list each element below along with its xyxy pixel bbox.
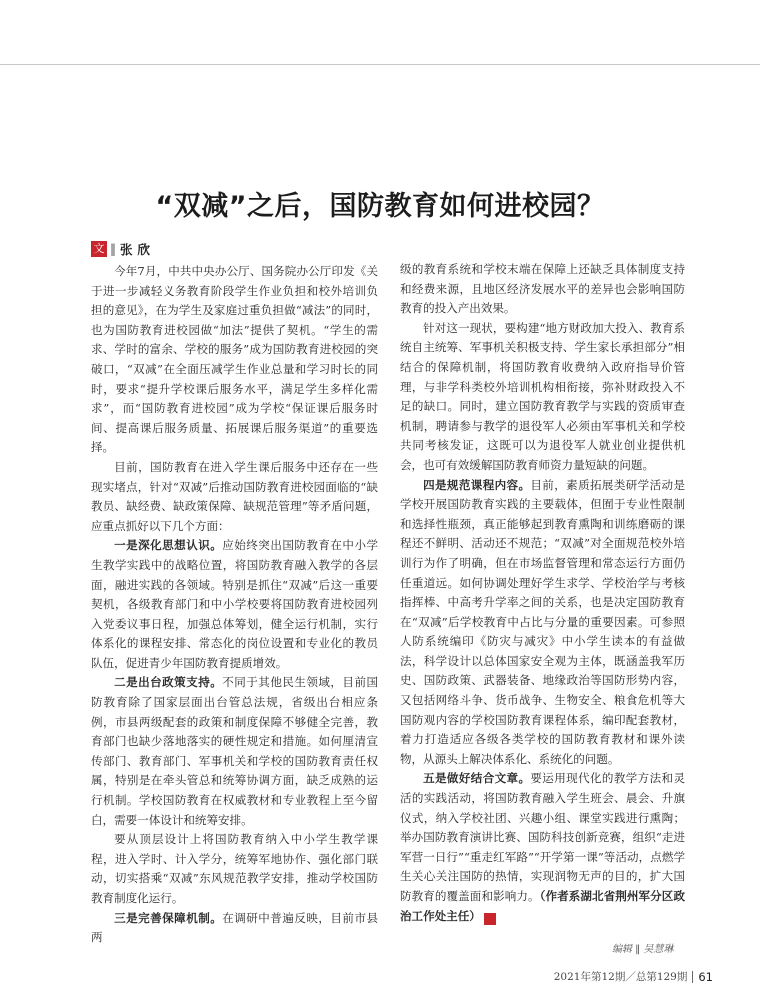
- paragraph: 针对这一现状，要构建“地方财政加大投入、教育系统自主统筹、军事机关积极支持、学生家长承担部分”相结合的保障机制，将国防教育收费纳入政府指导价管理，与非学科类校外培训机构相衔接，弥补财政投入不足的缺口。同时，建立国防教育教学与实践的资质审查机制，聘请参与教学的退役军人必须由军事机关和学校共同考核发证，这既可以为退役军人就业创业提供机会，也可有效缓解国防教育师资力量短缺的问题。: [400, 320, 685, 472]
- paragraph: 今年7月，中共中央办公厅、国务院办公厅印发《关于进一步减轻义务教育阶段学生作业负担和校外培训负担的意见》，在为学生及家庭过重负担做“减法”的同时，也为国防教育进校园做“加法”提供了契机。“学生的需求、学时的富余、学校的服务”成为国防教育进校园的突破口，“双减”在全面压减学生作业总量和学习时长的同时，要求“提升学校课后服务水平，满足学生多样化需求”，而“国防教育进校园”成为学校“保证课后服务时间、提高课后服务质量、拓展课后服务渠道”的重要选择。: [91, 264, 378, 455]
- paragraph-body: 要运用现代化的教学方法和灵活的实践活动，将国防教育融入学生班会、晨会、升旗仪式，纳入学校社团、兴趣小组、课堂实践进行熏陶；举办国防教育演讲比赛、国防科技创新竞赛，组织“走进军营一日行”“重走红军路”“开学第一课”等活动，点燃学生关心关注国防的热情，实现润物无声的目的，扩大国防教育的覆盖面和影响力。: [400, 771, 685, 903]
- right-column: [400, 260, 685, 926]
- issue-info: 2021年第12期／总第129期: [553, 971, 688, 983]
- author-name: 张欣: [120, 242, 156, 257]
- page-footer: [554, 969, 713, 984]
- paragraph-body: 在调研中普遍反映，目前市县两: [91, 910, 379, 945]
- section-heading: 二是出台政策支持。: [114, 675, 223, 690]
- paragraph: 目前，国防教育在进入学生课后服务中还存在一些现实堵点，针对“双减”后推动国防教育进校园面临的“缺教员、缺经费、缺政策保障、缺规范管理”等矛盾问题，应重点抓好以下几个方面：: [91, 459, 378, 533]
- section-heading: 一是深化思想认识。: [114, 538, 223, 553]
- paragraph: [91, 909, 378, 948]
- paragraph-body: 应始终突出国防教育在中小学生教学实践中的战略位置，将国防教育融入教学的各层面，融进实践的各领域。特别是抓住“双减”后这一重要契机，各级教育部门和中小学校要将国防教育进校园列入党委议事日程，加强总体筹划，健全运行机制，实行体系化的课程安排、常态化的岗位设置和专业化的教员队伍，促进青少年国防教育提质增效。: [91, 538, 379, 670]
- paragraph-body: 目前，素质拓展类研学活动是学校开展国防教育实践的主要载体，但囿于专业性限制和选择性瓶颈，真正能够起到教育熏陶和训练磨砺的课程还不鲜明、活动还不规范；“双减”对全面规范校外培训行为作了明确，但在市场监督管理和常态运行方面仍任重道远。如何协调处理好学生求学、学校治学与考核指挥棒、中高考升学率之间的关系，也是决定国防教育在“双减”后学校教育中占比与分量的重要因素。可参照人防系统编印《防灾与减灾》中小学生读本的有益做法，科学设计以总体国家安全观为主体，既涵盖我军历史、国防政策、武器装备、地缘政治等国防形势内容，又包括网络斗争、货币战争、生物安全、粮食危机等大国防观内容的学校国防教育课程体系，编印配套教材，着力打造适应各级各类学校的国防教育教材和课外读物，从源头上解决体系化、系统化的问题。: [400, 477, 685, 766]
- byline-separator: ‖: [110, 242, 116, 256]
- paragraph: [400, 476, 685, 770]
- paragraph: 级的教育系统和学校末端在保障上还缺乏具体制度支持和经费来源，且地区经济发展水平的差异也会影响国防教育的投入产出效果。: [400, 262, 685, 316]
- section-heading: 四是规范课程内容。: [423, 477, 531, 492]
- byline: [91, 240, 155, 258]
- paragraph: 要从顶层设计上将国防教育纳入中小学生教学课程，进入学时、计入学分，统筹军地协作、强化部门联动，切实搭乘“双减”东风规范教学安排，推动学校国防教育制度化运行。: [91, 832, 378, 905]
- article-title: “双减”之后，国防教育如何进校园？: [155, 191, 605, 223]
- section-heading: 五是做好结合文章。: [423, 771, 531, 786]
- left-column: [91, 262, 378, 948]
- footer-divider: [692, 971, 693, 983]
- page-number: 61: [698, 969, 713, 984]
- editor-credit: 编辑 ‖ 吴慧琳: [612, 944, 674, 955]
- paragraph: [91, 673, 378, 830]
- paragraph-body: 不同于其他民生领域，目前国防教育除了国家层面出台管总法规，省级出台相应条例，市县两级配套的政策和制度保障不够健全完善，教育部门也缺少落地落实的硬性规定和措施。如何厘清宣传部门、教育部门、军事机关和学校的国防教育责任权属，特别是在牵头管总和统筹协调方面，缺乏成熟的运行机制。学校国防教育在权威教材和专业教程上至今留白，需要一体设计和统筹安排。: [91, 675, 379, 827]
- end-mark-icon: G: [484, 913, 496, 925]
- text-by-badge: 文: [91, 241, 107, 257]
- paragraph: [400, 769, 685, 926]
- paragraph: [91, 536, 378, 673]
- author-note: （作者系湖北省荆州军分区政治工作处主任）: [400, 889, 685, 923]
- section-heading: 三是完善保障机制。: [114, 910, 223, 925]
- header-rule: [0, 64, 760, 65]
